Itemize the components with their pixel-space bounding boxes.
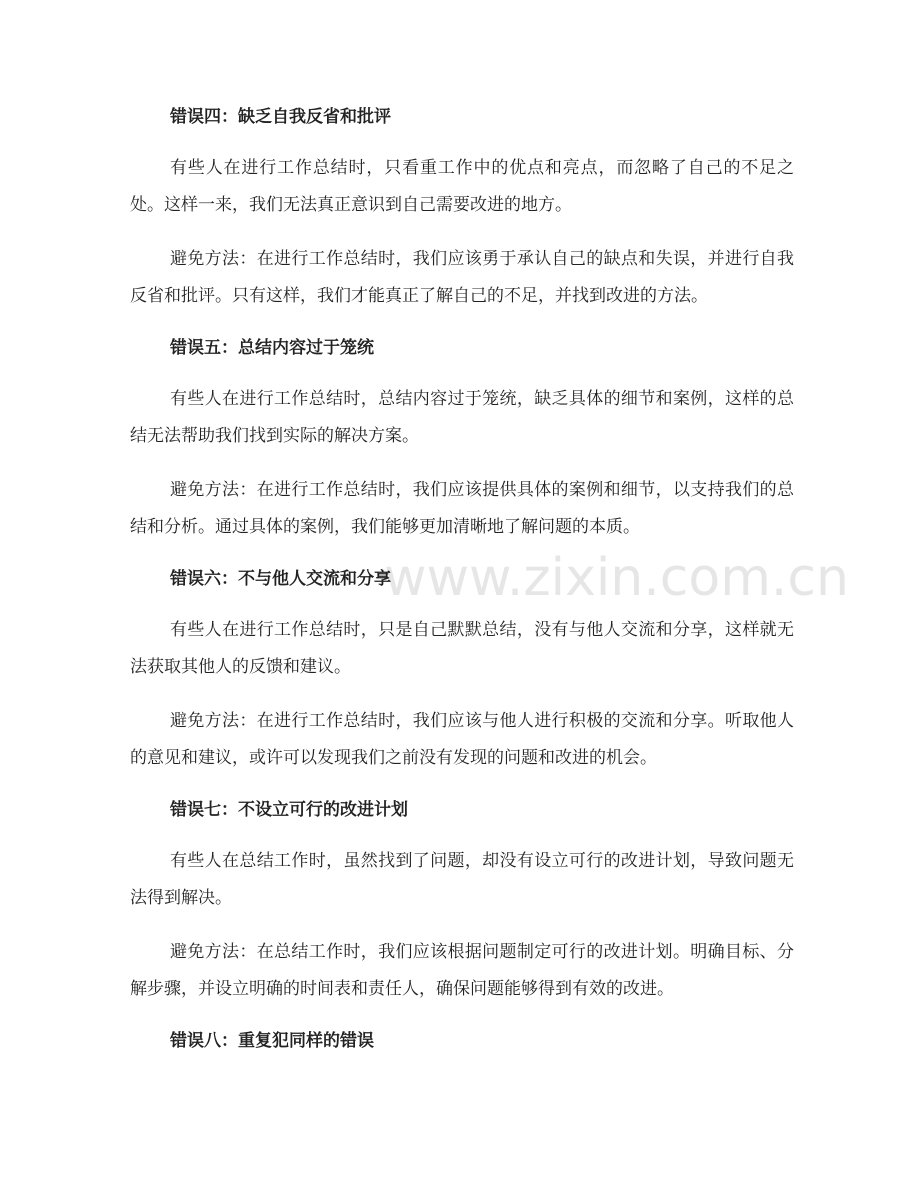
section-heading-6: 错误六：不与他人交流和分享: [170, 569, 391, 589]
section-heading-4: 错误四：缺乏自我反省和批评: [170, 107, 391, 127]
section-heading-7: 错误七：不设立可行的改进计划: [170, 800, 408, 820]
section-solution-5: 避免方法：在进行工作总结时，我们应该提供具体的案例和细节，以支持我们的总结和分析。通过具体的案例，我们能够更加清晰地了解问题的本质。: [130, 480, 794, 537]
watermark: www.zixin.com.cn: [384, 548, 849, 608]
section-heading-8: 错误八：重复犯同样的错误: [170, 1031, 374, 1051]
section-problem-5: 有些人在进行工作总结时，总结内容过于笼统，缺乏具体的细节和案例，这样的总结无法帮助我们找到实际的解决方案。: [130, 389, 794, 446]
section-problem-6: 有些人在进行工作总结时，只是自己默默总结，没有与他人交流和分享，这样就无法获取其他人的反馈和建议。: [130, 620, 794, 677]
section-problem-4: 有些人在进行工作总结时，只看重工作中的优点和亮点，而忽略了自己的不足之处。这样一来，我们无法真正意识到自己需要改进的地方。: [130, 158, 794, 215]
section-heading-5: 错误五：总结内容过于笼统: [170, 338, 374, 358]
document-body: [130, 101, 794, 1057]
section-problem-7: 有些人在总结工作时，虽然找到了问题，却没有设立可行的改进计划，导致问题无法得到解决。: [130, 851, 794, 908]
section-solution-4: 避免方法：在进行工作总结时，我们应该勇于承认自己的缺点和失误，并进行自我反省和批评。只有这样，我们才能真正了解自己的不足，并找到改进的方法。: [130, 249, 794, 306]
section-solution-7: 避免方法：在总结工作时，我们应该根据问题制定可行的改进计划。明确目标、分解步骤，并设立明确的时间表和责任人，确保问题能够得到有效的改进。: [130, 942, 794, 999]
section-solution-6: 避免方法：在进行工作总结时，我们应该与他人进行积极的交流和分享。听取他人的意见和建议，或许可以发现我们之前没有发现的问题和改进的机会。: [130, 711, 794, 768]
